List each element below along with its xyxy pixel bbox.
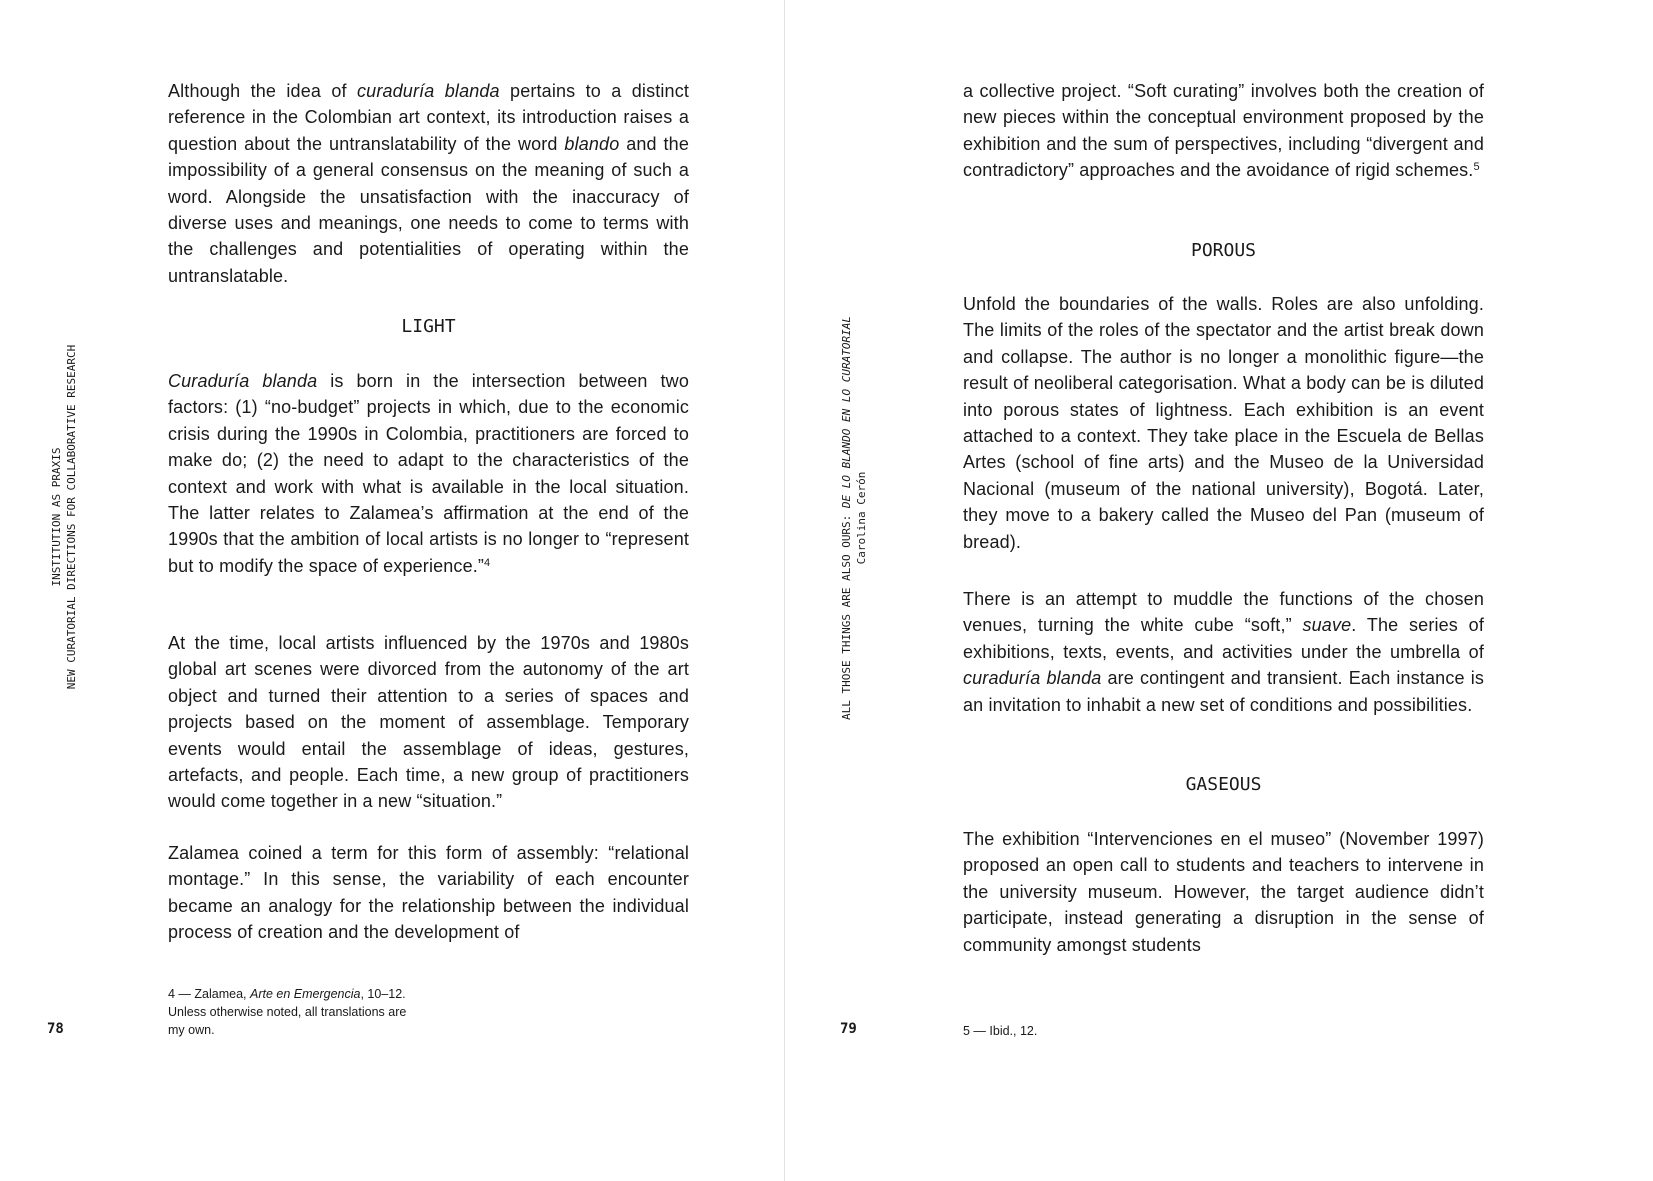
book-spine-divider [784,0,785,1181]
text-run: ALSO OURS: [840,508,853,581]
text-run: a collective project. “Soft curating” involves both the creation of new pieces within the conceptual environment proposed by the exhibition and the sum of perspectives, including “divergent and contradictory” approaches and the avoidance of rigid schemes. [963,81,1484,181]
footnote-4 [168,985,408,1039]
text-run: . The series of exhibitions, texts, events, and activities under the umbrella of [963,615,1484,662]
italic-text: curaduría blanda [963,668,1102,689]
section-heading-gaseous: GASEOUS [1185,774,1262,795]
paragraph [963,78,1484,184]
text-run: pertains to a distinct reference in the Colombian art context, its introduction raises a question about the untranslatability of the word [168,81,689,154]
italic-text: Curaduría blanda [168,371,318,391]
italic-text: curaduría blanda [357,81,500,101]
text-run: 5 — Ibid., 12. [963,1024,1038,1038]
text-run: 4 — Zalamea, [168,987,250,1001]
section-heading-light: LIGHT [401,316,456,337]
chapter-author: Carolina Cerón [855,471,868,565]
text-run: Unfold the boundaries of the walls. Roles are also unfolding. The limits of the roles of the spectator and the artist break down and collapse. The author is no longer a monolithic figure—the result of neoliberal categorisation. What a body can be is diluted into porous states of lightness. Each exhibition is an event attached to a context. They take place in the Escuela de Bellas Artes (school of fine arts) and the Museo de la Universidad Nacional (museum of the national university), Bogotá. Later, they move to a bakery called the Museo del Pan (museum of bread). [963,294,1484,552]
paragraph [168,630,689,815]
book-title: INSTITUTION AS PRAXIS [50,447,63,587]
text-run: , 10–12. Unless otherwise noted, all translations are my own. [168,987,407,1037]
paragraph [168,368,689,579]
italic-text: Arte en Emergencia [249,987,361,1001]
paragraph [963,826,1484,958]
footnote-5 [963,1022,1203,1040]
footnote-reference[interactable]: 5 [1473,161,1480,174]
italic-text: suave [1302,615,1352,636]
page-number-right: 79 [840,1021,857,1037]
text-run: ALL THOSE THINGS ARE [840,580,853,720]
text-run: Zalamea coined a term for this form of assembly: “relational montage.” In this sense, the variability of each encounter became an analogy for the relationship between the individual process of creation and the development of [168,843,689,943]
text-run: and the impossibility of a general consensus on the meaning of such a word. Alongside the unsatisfaction with the inaccuracy of diverse uses and meanings, one needs to come to terms with the challenges and potentialities of operating within the untranslatable. [168,133,689,286]
chapter-title [839,298,854,738]
section-heading-porous: POROUS [1190,240,1257,261]
text-run: are contingent and transient. Each instance is an invitation to inhabit a new set of conditions and possibilities. [963,668,1485,715]
text-run: is born in the intersection between two factors: (1) “no-budget” projects in which, due to the economic crisis during the 1990s in Colombia, practitioners are forced to make do; (2) the need to adapt to the characteristics of the context and work with what is available in the local situation. The latter relates to Zalamea’s affirmation at the end of the 1990s that the ambition of local artists is no longer to “represent but to modify the space of experience.” [168,371,689,576]
page-number-left: 78 [47,1021,64,1037]
running-head-right [839,298,869,738]
paragraph [963,291,1484,555]
paragraph [963,586,1484,718]
text-run: At the time, local artists influenced by the 1970s and 1980s global art scenes were divorced from the autonomy of the art object and turned their attention to a series of spaces and projects based on the moment of assemblage. Temporary events would entail the assemblage of ideas, gestures, artefacts, and people. Each time, a new group of practitioners would come together in a new “situation.” [168,633,689,812]
text-run: There is an attempt to muddle the functions of the chosen venues, turning the white cube “soft,” [963,589,1484,636]
book-subtitle: NEW CURATORIAL DIRECTIONS FOR COLLABORATIVE RESEARCH [65,344,78,690]
paragraph [168,78,689,289]
running-head-left [49,297,79,737]
text-run: Although the idea of [168,81,358,101]
italic-text: blando [564,133,620,154]
text-run: The exhibition “Intervenciones en el museo” (November 1997) proposed an open call to students and teachers to intervene in the university museum. However, the target audience didn’t participate, instead generating a disruption in the sense of community amongst students [963,829,1484,955]
paragraph [168,840,689,946]
footnote-reference[interactable]: 4 [484,556,491,569]
italic-text: DE LO BLANDO EN LO CURATORIAL [840,316,853,509]
